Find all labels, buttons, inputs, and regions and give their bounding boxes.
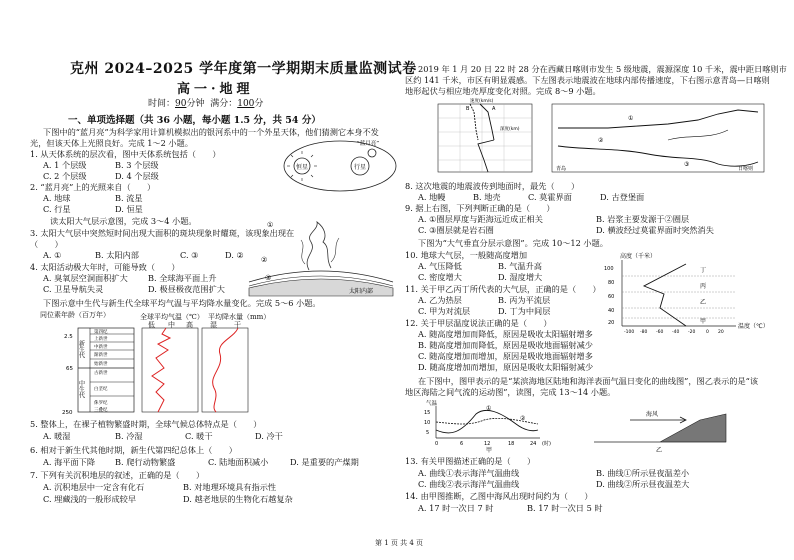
temp-y-tick: 15 bbox=[424, 410, 431, 416]
breeze-label: 海风 bbox=[646, 411, 659, 418]
temp-x-unit: (时) bbox=[542, 441, 551, 447]
atm-layer: 丁 bbox=[700, 267, 707, 274]
q8-option-d: D. 古登堡面 bbox=[600, 192, 645, 202]
geo-period: 中新世 bbox=[94, 345, 108, 350]
profile-n1: ① bbox=[628, 115, 634, 122]
q9-option-b: B. 岩浆主要发源于②圈层 bbox=[596, 214, 690, 224]
q6-option-b: B. 爬行动物繁盛 bbox=[115, 457, 176, 467]
q2-option-a: A. 地球 bbox=[43, 193, 71, 203]
atm-x-tick: -80 bbox=[640, 330, 648, 335]
temp-y-tick: 5 bbox=[426, 430, 430, 436]
question-8: 8. 这次地震的地震波传到地面时，最先（ ） bbox=[405, 181, 580, 191]
geo-rain-header: 平均降水量（mm） bbox=[208, 313, 271, 321]
figure-temp-curves bbox=[420, 400, 570, 454]
intro-text: 2019 年 1 月 20 日 22 时 28 分在西藏日喀则市发生 5 级地震，震源深度 10 千米，震中距日喀则市 bbox=[418, 64, 787, 74]
atm-y-label: 高度（千米） bbox=[620, 253, 657, 260]
geo-period: 始新世 bbox=[94, 362, 108, 367]
intro-text: 光，但该天体上光照良好。完成 1～2 小题。 bbox=[30, 138, 193, 148]
atm-y-tick: 20 bbox=[608, 320, 615, 326]
question-14: 14. 由甲图推断，乙图中海风出现时间约为（ ） bbox=[405, 491, 593, 501]
q6-option-a: A. 海平面下降 bbox=[43, 457, 96, 467]
intro-text: 地形起伏与相应地壳厚度变化对照。完成 8～9 小题。 bbox=[405, 86, 601, 96]
geo-period: 渐新世 bbox=[94, 353, 108, 358]
geo-period: 第四纪 bbox=[94, 330, 108, 335]
q14-option-a: A. 17 时一次日 7 时 bbox=[418, 503, 494, 513]
q3-option-b: B. 太阳内部 bbox=[95, 250, 139, 260]
q6-option-d: D. 是重要的产煤期 bbox=[290, 457, 359, 467]
wave-depth-label: 深度(km) bbox=[500, 127, 520, 132]
geo-period: 白垩纪 bbox=[94, 387, 108, 392]
figure-geologic-chart bbox=[38, 312, 270, 416]
q10-option-b: B. 气温升高 bbox=[498, 261, 542, 271]
q12-option-c: C. 随高度增加而增加，原因是吸收地面辐射增多 bbox=[418, 351, 593, 361]
figure-terrain-profile bbox=[548, 100, 768, 176]
q10-option-c: C. 密度增大 bbox=[418, 272, 462, 282]
atm-y-tick: 100 bbox=[604, 266, 614, 272]
atm-x-tick: -40 bbox=[672, 330, 680, 335]
q5-option-d: D. 冷干 bbox=[255, 431, 283, 441]
q1-option-a: A. 1 个层级 bbox=[43, 160, 87, 170]
sun-num-1: ① bbox=[267, 221, 274, 229]
question-9: 9. 据上右图，下列判断正确的是（ ） bbox=[405, 203, 555, 213]
geo-period: 古新世 bbox=[94, 371, 108, 376]
temp-x-tick: 24 bbox=[530, 441, 537, 447]
atm-layer: 甲 bbox=[700, 318, 707, 325]
wave-speed-label: 速度(km/s) bbox=[470, 99, 494, 104]
sun-num-2: ② bbox=[261, 256, 268, 264]
intro-text: 下图示意中生代与新生代全球平均气温与平均降水量变化。完成 5～6 小题。 bbox=[43, 298, 321, 308]
geo-wet: 湿 bbox=[210, 321, 217, 329]
q8-option-a: A. 地幔 bbox=[418, 192, 446, 202]
question-12: 12. 关于甲层温度说法正确的是（ ） bbox=[405, 318, 552, 328]
intro-text: 读太阳大气层示意图，完成 3～4 小题。 bbox=[50, 216, 197, 226]
figure-sea-breeze bbox=[590, 400, 730, 452]
planet-label: 行星 bbox=[353, 164, 367, 171]
geo-era-cenozoic: 新生代 bbox=[77, 340, 85, 358]
temp-x-tick: 0 bbox=[435, 441, 439, 447]
q3-option-a: A. ① bbox=[43, 250, 62, 260]
question-6: 6. 相对于新生代其他时期，新生代第四纪总体上（ ） bbox=[30, 445, 237, 455]
wave-label-b: B bbox=[466, 106, 470, 112]
page-footer: 第 1 页 共 4 页 bbox=[375, 539, 424, 547]
q11-option-a: A. 乙为热层 bbox=[418, 295, 462, 305]
q4-option-c: C. 卫星导航失灵 bbox=[43, 284, 104, 294]
geo-period: 侏罗纪 bbox=[94, 401, 108, 406]
sun-num-3: ③ bbox=[265, 274, 272, 282]
q3-paren: （ ） bbox=[30, 239, 63, 249]
q8-option-c: C. 莫霍界面 bbox=[528, 192, 572, 202]
geo-mid: 中 bbox=[168, 321, 175, 329]
q13-option-d: D. 曲线②所示昼夜温差大 bbox=[596, 479, 690, 489]
q4-option-b: B. 全球海平面上升 bbox=[148, 273, 217, 283]
q11-option-b: B. 丙为平流层 bbox=[498, 295, 551, 305]
intro-text: 区约 141 千米，市区有明显震感。下左图表示地震波在地球内部传播速度，下右图示意青岛—日喀则 bbox=[405, 75, 770, 85]
atm-y-tick: 80 bbox=[608, 280, 615, 286]
q9-option-a: A. ①圈层厚度与距海远近成正相关 bbox=[418, 214, 543, 224]
atm-x-label: 温度（℃） bbox=[738, 323, 769, 330]
q7-option-d: D. 越老地层的生物化石越复杂 bbox=[183, 494, 293, 504]
q8-option-b: B. 地壳 bbox=[473, 192, 501, 202]
q13-option-c: C. 曲线②表示海洋气温曲线 bbox=[418, 479, 520, 489]
question-11: 11. 关于甲乙丙丁所代表的大气层，正确的是（ ） bbox=[405, 284, 601, 294]
q1-option-b: B. 3 个层级 bbox=[115, 160, 159, 170]
geo-time-header: 同位素年龄（百万年） bbox=[40, 311, 110, 319]
q5-option-c: C. 暖干 bbox=[185, 431, 213, 441]
atm-x-tick: -20 bbox=[688, 330, 696, 335]
temp-x-tick: 12 bbox=[484, 441, 491, 447]
figure-atmosphere-layers bbox=[600, 252, 770, 334]
temp-curve-1: ① bbox=[486, 405, 492, 412]
geo-era-mesozoic: 中生代 bbox=[77, 380, 85, 398]
q12-option-b: B. 随高度增加而降低，原因是吸收地面辐射减少 bbox=[418, 340, 593, 350]
q2-option-c: C. 行星 bbox=[43, 204, 71, 214]
q1-option-c: C. 2 个层级 bbox=[43, 171, 87, 181]
exam-meta: 时间：90分钟 满分：100分 bbox=[148, 99, 264, 109]
q12-option-a: A. 随高度增加而降低，原因是吸收太阳辐射增多 bbox=[418, 329, 593, 339]
profile-right: 日喀则 bbox=[738, 166, 754, 172]
geo-period: 三叠纪 bbox=[94, 408, 108, 413]
intro-text: 在下图中，图甲表示的是“某滨海地区陆地和海洋表面气温日变化的曲线图”，图乙表示的是“该 bbox=[418, 376, 759, 386]
q7-option-c: C. 埋藏浅的一般形成较早 bbox=[43, 494, 137, 504]
intro-text: 下图为“大气垂直分层示意图”。完成 10～12 小题。 bbox=[418, 238, 608, 248]
q3-option-d: D. ② bbox=[225, 250, 244, 260]
profile-n3: ③ bbox=[684, 161, 690, 168]
atm-x-tick: -60 bbox=[656, 330, 664, 335]
figure-seismic-waves bbox=[430, 100, 540, 176]
question-3: 3. 太阳大气层中突然短时间出现大面积的斑块现象时耀斑，该现象出现在 bbox=[30, 228, 295, 238]
question-7: 7. 下列有关沉积地层的叙述，正确的是（ ） bbox=[30, 470, 205, 480]
q11-option-c: C. 甲为对流层 bbox=[418, 306, 471, 316]
temp-y-label: 气温 bbox=[426, 401, 438, 407]
q7-option-b: B. 对地理环境具有指示性 bbox=[183, 482, 277, 492]
q6-option-c: C. 陆地面积减小 bbox=[208, 457, 269, 467]
q14-option-b: B. 17 时一次日 5 时 bbox=[527, 503, 603, 513]
sun-core-label: 太阳内部 bbox=[349, 288, 374, 295]
geo-temp-header: 全球平均气温（℃） bbox=[140, 313, 204, 321]
wave-label-a: A bbox=[492, 106, 496, 112]
question-1: 1. 从天体系统的层次看，图中天体系统包括（ ） bbox=[30, 149, 221, 159]
moon-label: “蓝月亮” bbox=[356, 141, 380, 147]
question-4: 4. 太阳活动极大年时，可能导致（ ） bbox=[30, 262, 180, 272]
q4-option-a: A. 臭氧层空洞面积扩大 bbox=[43, 273, 128, 283]
exam-subtitle: 高一·地理 bbox=[177, 82, 254, 97]
geo-high: 高 bbox=[186, 321, 193, 329]
exam-title: 克州 2024–2025 学年度第一学期期末质量监测试卷 bbox=[70, 61, 417, 77]
q12-option-d: D. 随高度增加而增加，原因是吸收太阳辐射减少 bbox=[418, 362, 594, 372]
temp-x-tick: 18 bbox=[508, 441, 515, 447]
profile-n2: ② bbox=[598, 137, 604, 144]
q2-option-b: B. 流星 bbox=[115, 193, 143, 203]
q10-option-a: A. 气压降低 bbox=[418, 261, 462, 271]
question-5: 5. 整体上，在裸子植物繁盛时期，全球气候总体特点是（ ） bbox=[30, 419, 262, 429]
geo-age: 2.5 bbox=[64, 334, 73, 340]
geo-period: 上新世 bbox=[94, 337, 108, 342]
q5-option-b: B. 冷湿 bbox=[115, 431, 143, 441]
geo-dry: 干 bbox=[234, 321, 241, 329]
temp-x-tick: 6 bbox=[460, 441, 464, 447]
atm-x-tick: 0 bbox=[706, 330, 709, 335]
q10-option-d: D. 湿度增大 bbox=[498, 272, 543, 282]
atm-layer: 乙 bbox=[700, 299, 707, 306]
q13-option-a: A. 曲线①表示海洋气温曲线 bbox=[418, 468, 520, 478]
temp-curve-2: ② bbox=[520, 415, 526, 422]
breeze-caption: 乙 bbox=[656, 447, 663, 454]
q2-option-d: D. 恒星 bbox=[115, 204, 143, 214]
q3-option-c: C. ③ bbox=[180, 250, 199, 260]
atm-y-tick: 60 bbox=[608, 294, 615, 300]
question-10: 10. 地球大气层，一般随高度增加 bbox=[405, 250, 528, 260]
temp-caption: 甲 bbox=[486, 447, 493, 454]
question-2: 2. “蓝月亮”上的光照来自（ ） bbox=[30, 182, 156, 192]
question-13: 13. 有关甲图描述正确的是（ ） bbox=[405, 456, 536, 466]
atm-x-tick: -100 bbox=[624, 330, 635, 335]
q13-option-b: B. 曲线①所示昼夜温差小 bbox=[596, 468, 690, 478]
intro-text: 地区海陆之间气流的运动图”，读图，完成 13～14 小题。 bbox=[405, 387, 616, 397]
atm-x-tick: 20 bbox=[718, 330, 724, 335]
q5-option-a: A. 暖湿 bbox=[43, 431, 71, 441]
q1-option-d: D. 4 个层级 bbox=[115, 171, 159, 181]
figure-star-system bbox=[280, 138, 395, 193]
geo-low: 低 bbox=[148, 321, 155, 329]
figure-sun-atmosphere bbox=[247, 212, 395, 297]
profile-left: 青岛 bbox=[556, 166, 567, 172]
q7-option-a: A. 沉积地层中一定含有化石 bbox=[43, 482, 145, 492]
q4-option-d: D. 极昼极夜范围扩大 bbox=[148, 284, 225, 294]
geo-age: 65 bbox=[66, 366, 73, 372]
section-title: 一、单项选择题（共 36 小题，每小题 1.5 分，共 54 分） bbox=[68, 115, 321, 126]
star-label: 恒星 bbox=[295, 164, 309, 171]
geo-age: 250 bbox=[62, 410, 73, 416]
atm-y-tick: 40 bbox=[608, 308, 615, 314]
q9-option-c: C. ③圈层就是岩石圈 bbox=[418, 225, 494, 235]
temp-y-tick: 10 bbox=[424, 420, 431, 426]
intro-text: 下图中的“蓝月亮”为科学家用计算机模拟出的银河系中的一个外星天体，他们猜测它本身不发 bbox=[43, 127, 379, 137]
atm-layer: 丙 bbox=[700, 283, 707, 290]
q11-option-d: D. 丁为中间层 bbox=[498, 306, 551, 316]
q9-option-d: D. 横波经过莫霍界面时突然消失 bbox=[596, 225, 714, 235]
